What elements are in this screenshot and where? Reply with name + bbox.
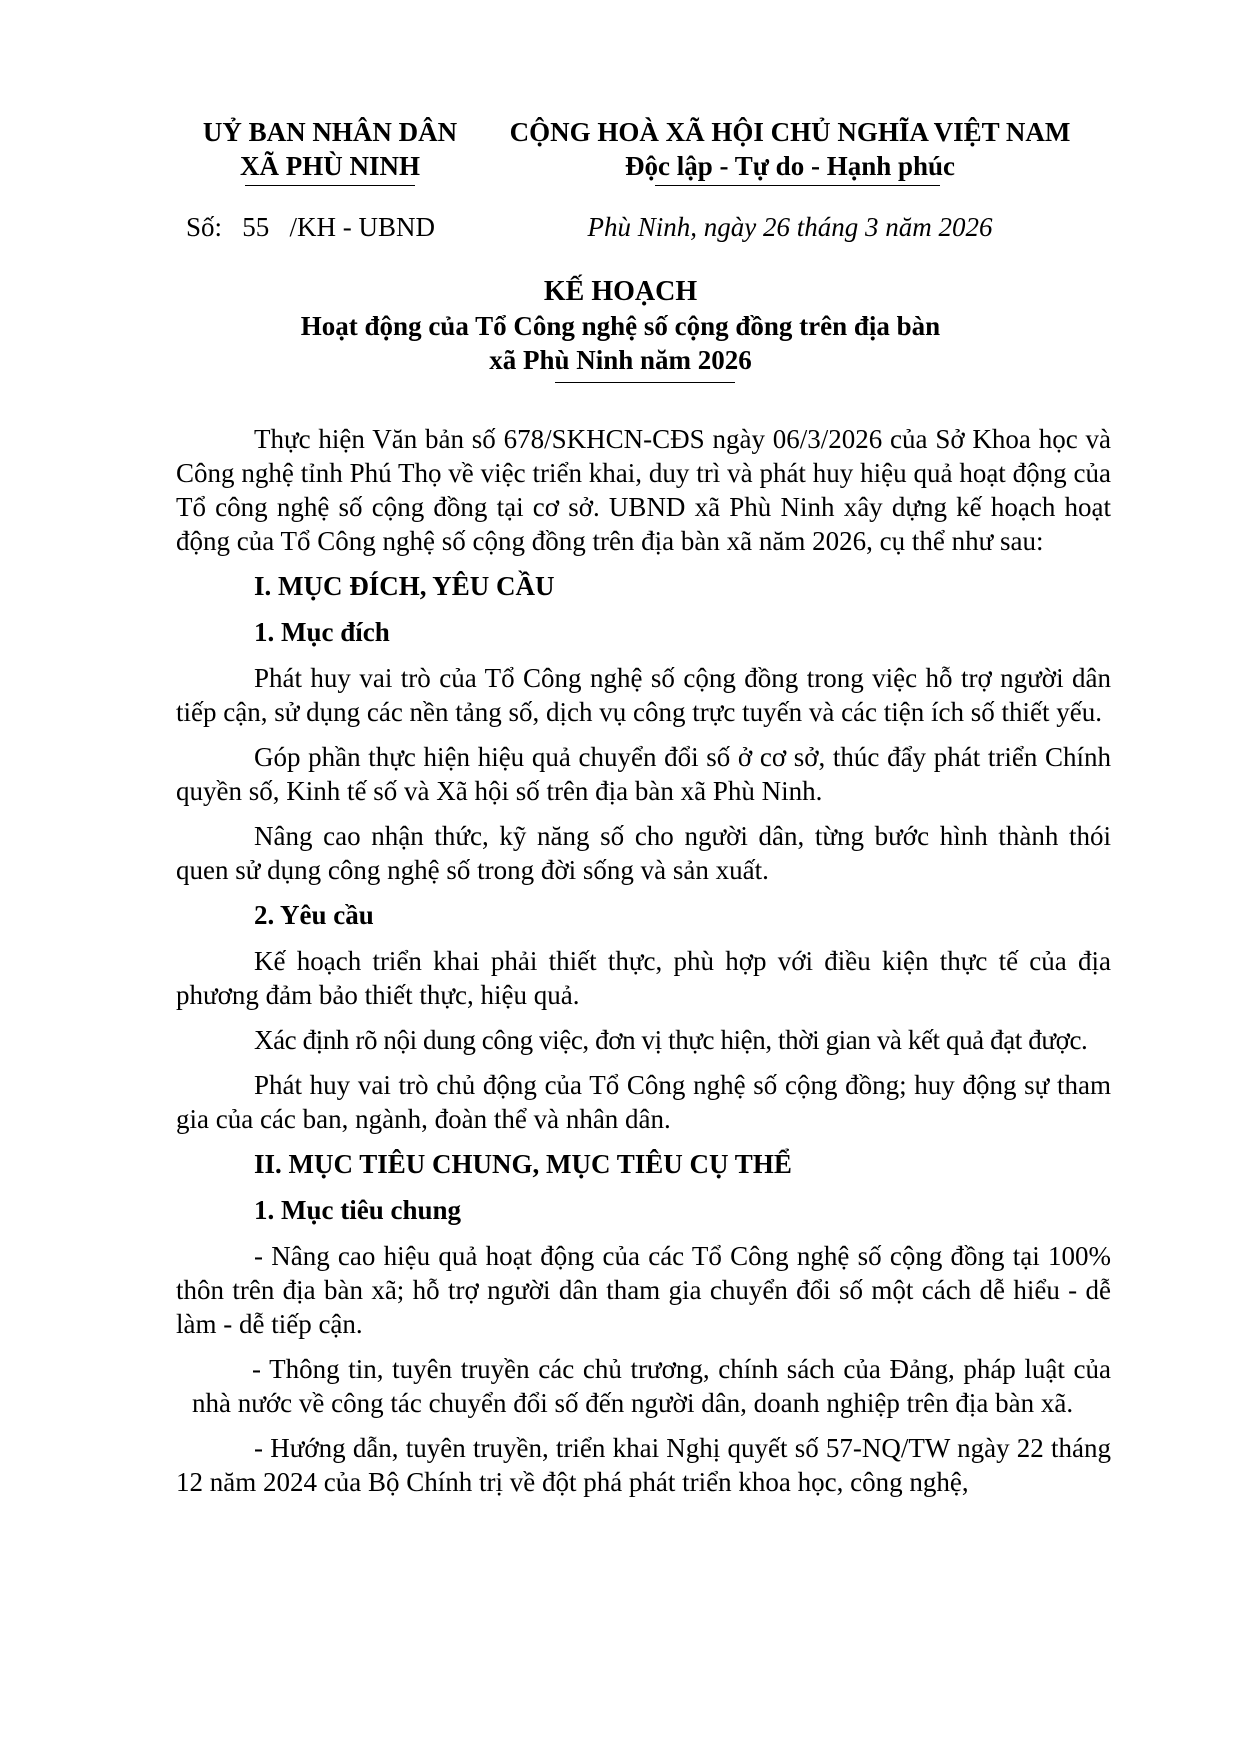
paragraph: Phát huy vai trò chủ động của Tổ Công nghệ số cộng đồng; huy động sự tham gia của các ban, ngành, đoàn thể và nhân dân. xyxy=(176,1070,1111,1134)
paragraph: - Nâng cao hiệu quả hoạt động của các Tổ Công nghệ số cộng đồng tại 100% thôn trên địa bàn xã; hỗ trợ người dân tham gia chuyển đổi số một cách dễ hiểu - dễ làm - dễ tiếp cận. xyxy=(176,1241,1111,1339)
document-title xyxy=(0,275,1241,377)
nation-name: CỘNG HOÀ XÃ HỘI CHỦ NGHĨA VIỆT NAM xyxy=(509,117,1071,147)
document-number: Số: 55 /KH - UBND xyxy=(186,212,436,242)
authority-underline xyxy=(245,185,415,186)
title-underline xyxy=(555,382,735,383)
section-1-2-heading: 2. Yêu cầu xyxy=(254,900,374,930)
paragraph: Xác định rõ nội dung công việc, đơn vị thực hiện, thời gian và kết quả đạt được. xyxy=(254,1025,1088,1055)
paragraph: Nâng cao nhận thức, kỹ năng số cho người dân, từng bước hình thành thói quen sử dụng công nghệ số trong đời sống và sản xuất. xyxy=(176,821,1111,885)
issuing-authority xyxy=(170,115,490,183)
section-1-heading: I. MỤC ĐÍCH, YÊU CẦU xyxy=(254,571,555,601)
title-subtitle-line-2: xã Phù Ninh năm 2026 xyxy=(489,345,752,375)
paragraph: Phát huy vai trò của Tổ Công nghệ số cộng đồng trong việc hỗ trợ người dân tiếp cận, sử dụng các nền tảng số, dịch vụ công trực tuyến và các tiện ích số thiết yếu. xyxy=(176,663,1111,727)
authority-line-2: XÃ PHÙ NINH xyxy=(240,151,420,181)
title-main: KẾ HOẠCH xyxy=(543,276,698,307)
document-body xyxy=(176,422,1111,1510)
motto: Độc lập - Tự do - Hạnh phúc xyxy=(624,151,956,181)
authority-line-1: UỶ BAN NHÂN DÂN xyxy=(202,117,458,147)
paragraph: - Hướng dẫn, tuyên truyền, triển khai Nghị quyết số 57-NQ/TW ngày 22 tháng 12 năm 2024 của Bộ Chính trị về đột phá phát triển khoa học, công nghệ, xyxy=(176,1433,1111,1497)
paragraph: - Thông tin, tuyên truyền các chủ trương, chính sách của Đảng, pháp luật của nhà nước về công tác chuyển đổi số đến người dân, doanh nghiệp trên địa bàn xã. xyxy=(192,1354,1111,1418)
place-date: Phù Ninh, ngày 26 tháng 3 năm 2026 xyxy=(587,212,993,242)
paragraph: Góp phần thực hiện hiệu quả chuyển đổi số ở cơ sở, thúc đẩy phát triển Chính quyền số, Kinh tế số và Xã hội số trên địa bàn xã Phù Ninh. xyxy=(176,742,1111,806)
paragraph: Kế hoạch triển khai phải thiết thực, phù hợp với điều kiện thực tế của địa phương đảm bảo thiết thực, hiệu quả. xyxy=(176,946,1111,1010)
section-2-heading: II. MỤC TIÊU CHUNG, MỤC TIÊU CỤ THỂ xyxy=(254,1149,792,1179)
section-2-1-heading: 1. Mục tiêu chung xyxy=(254,1195,462,1225)
motto-underline xyxy=(655,185,940,186)
title-subtitle-line-1: Hoạt động của Tổ Công nghệ số cộng đồng trên địa bàn xyxy=(300,311,941,341)
national-motto xyxy=(505,115,1075,183)
intro-paragraph: Thực hiện Văn bản số 678/SKHCN-CĐS ngày 06/3/2026 của Sở Khoa học và Công nghệ tỉnh Phú Thọ về việc triển khai, duy trì và phát huy hiệu quả hoạt động của Tổ công nghệ số cộng đồng tại cơ sở. UBND xã Phù Ninh xây dựng kế hoạch hoạt động của Tổ Công nghệ số cộng đồng trên địa bàn xã năm 2026, cụ thể như sau: xyxy=(176,424,1111,556)
section-1-1-heading: 1. Mục đích xyxy=(254,617,390,647)
